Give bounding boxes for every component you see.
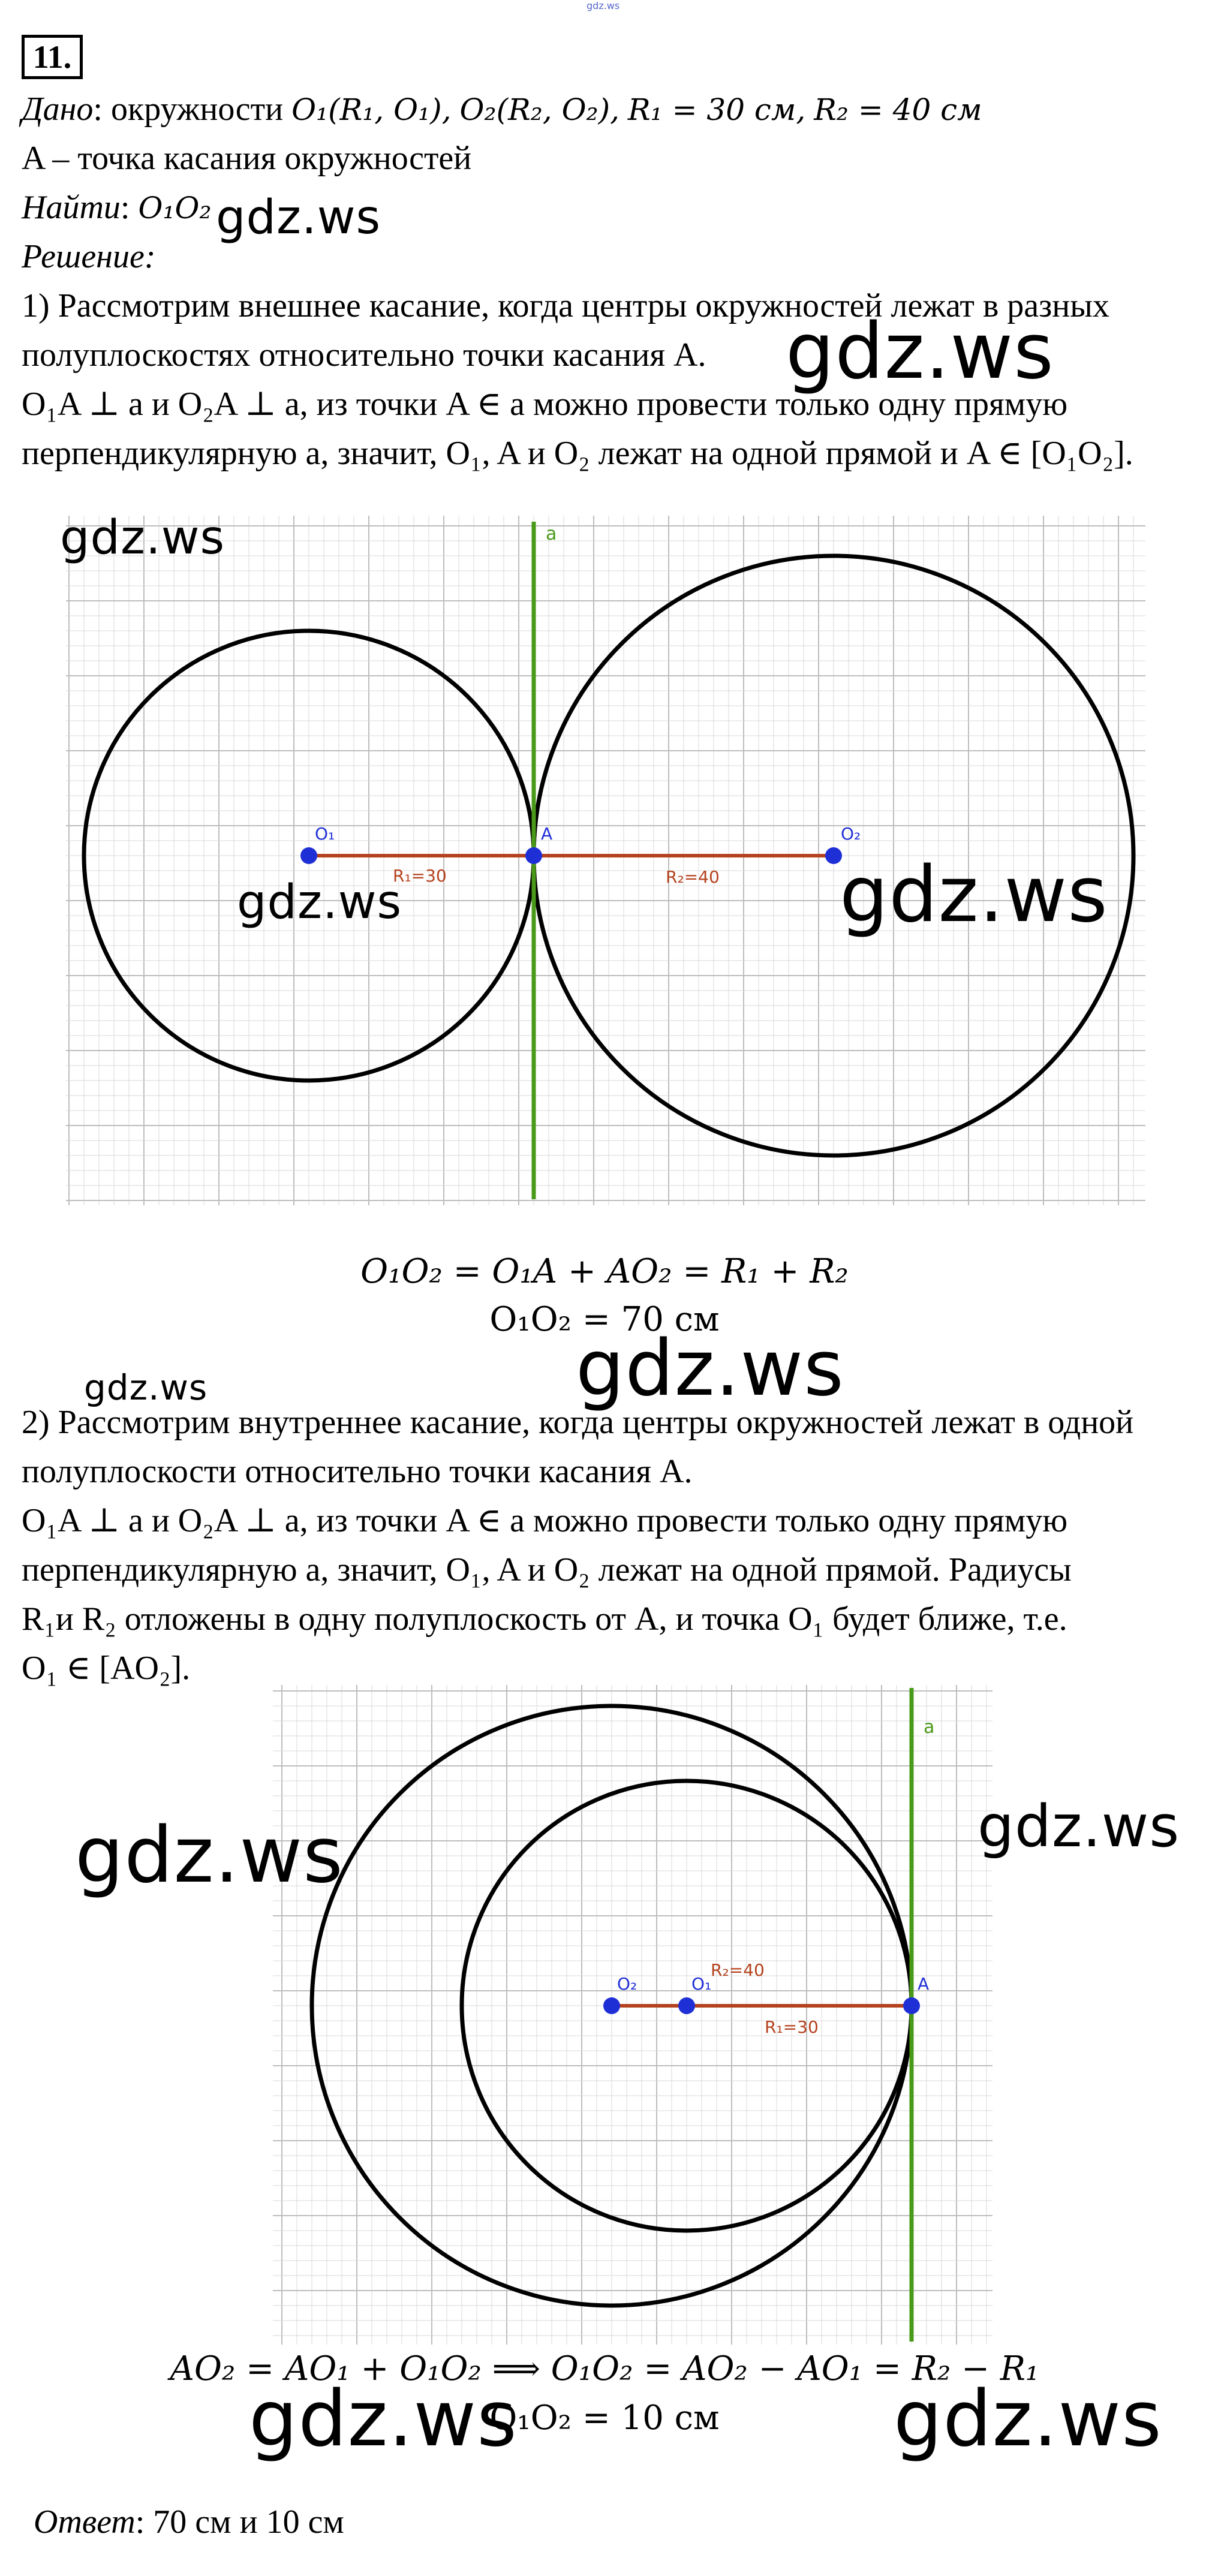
answer-text: : 70 см и 10 см xyxy=(135,2503,344,2541)
watermark: gdz.ws xyxy=(216,191,381,245)
given-r1: R₁ = 30 см, xyxy=(628,92,806,127)
case2-line6: O₁ ∈ [AO₂]. xyxy=(22,1650,191,1687)
figure2-grid xyxy=(273,1685,993,2345)
case2-formula1: AO₂ = AO₁ + O₁O₂ ⟹ O₁O₂ = AO₂ − AO₁ = R₂ − R₁ xyxy=(170,2349,1039,2388)
given-line: Дано: окружности O₁(R₁, O₁), O₂(R₂, O₂), R₁ = 30 см, R₂ = 40 см xyxy=(22,91,982,128)
top-watermark: gdz.ws xyxy=(587,0,620,11)
figure2-label-a-line: a xyxy=(924,1717,935,1738)
watermark: gdz.ws xyxy=(978,1793,1180,1860)
figure1-label-r1: R₁=30 xyxy=(393,866,447,886)
figure1-point-a xyxy=(525,847,542,864)
watermark: gdz.ws xyxy=(894,2375,1162,2464)
watermark: gdz.ws xyxy=(249,2375,518,2464)
figure2-point-o1 xyxy=(678,1997,695,2014)
watermark: gdz.ws xyxy=(576,1324,844,1413)
given-o2: O₂(R₂, O₂), xyxy=(459,92,620,127)
case2-line1: 2) Рассмотрим внутреннее касание, когда центры окружностей лежат в одной xyxy=(22,1404,1134,1441)
given-a-line: A – точка касания окружностей xyxy=(22,140,472,177)
find-label: Найти xyxy=(22,189,121,226)
figure1-label-o1: O₁ xyxy=(315,824,335,844)
case1-formula2: O₁O₂ = 70 см xyxy=(489,1300,720,1339)
figure2-label-a: A xyxy=(918,1974,930,1994)
figure1-point-o1 xyxy=(300,847,317,864)
figure2-label-o2: O₂ xyxy=(617,1974,637,1994)
given-label: Дано xyxy=(22,91,94,128)
case2-line3: O₁A ⊥ a и O₂A ⊥ a, из точки A ∈ a можно провести только одну прямую xyxy=(22,1502,1068,1539)
watermark: gdz.ws xyxy=(840,850,1108,940)
figure2-point-o2 xyxy=(603,1997,620,2014)
case1-line1: 1) Рассмотрим внешнее касание, когда центры окружностей лежат в разных xyxy=(22,287,1109,324)
watermark: gdz.ws xyxy=(786,307,1054,396)
figure1-label-o2: O₂ xyxy=(841,824,861,844)
answer-label: Ответ xyxy=(34,2503,136,2541)
figure2-label-o1: O₁ xyxy=(691,1974,712,1994)
figure2-label-r2: R₂=40 xyxy=(711,1960,765,1980)
watermark: gdz.ws xyxy=(75,1811,344,1900)
case2-line4: перпендикулярную a, значит, O₁, A и O₂ лежат на одной прямой. Радиусы xyxy=(22,1551,1072,1588)
case1-line3: O₁A ⊥ a и O₂A ⊥ a, из точки A ∈ a можно провести только одну прямую xyxy=(22,386,1068,423)
answer-line xyxy=(34,2500,344,2544)
given-o1: O₁(R₁, O₁), xyxy=(291,92,452,127)
case2-formula2: O₁O₂ = 10 см xyxy=(489,2399,720,2437)
watermark: gdz.ws xyxy=(60,511,225,565)
find-line: Найти: O₁O₂ xyxy=(22,189,212,226)
watermark: gdz.ws xyxy=(237,875,402,929)
given-r2: R₂ = 40 см xyxy=(814,92,982,127)
find-value: O₁O₂ xyxy=(138,191,212,225)
case2-line5: R₁и R₂ отложены в одну полуплоскость от A, и точка O₁ будет ближе, т.е. xyxy=(22,1600,1067,1638)
figure2-point-a xyxy=(903,1997,920,2014)
figure2-label-r1: R₁=30 xyxy=(765,2017,819,2037)
figure1-label-r2: R₂=40 xyxy=(666,867,720,887)
figure2-internal-tangency xyxy=(273,1685,993,2345)
case1-line4: перпендикулярную a, значит, O₁, A и O₂ лежат на одной прямой и A ∈ [O₁O₂]. xyxy=(22,435,1133,472)
task-number: 11. xyxy=(22,35,83,79)
given-text: окружности xyxy=(110,91,284,128)
case1-line2: полуплоскостях относительно точки касания A. xyxy=(22,336,706,374)
watermark: gdz.ws xyxy=(84,1367,208,1408)
case1-formula1: O₁O₂ = O₁A + AO₂ = R₁ + R₂ xyxy=(360,1252,849,1291)
figure1-label-a-line: a xyxy=(546,523,557,544)
solution-label: Решение: xyxy=(22,238,156,275)
case2-line2: полуплоскости относительно точки касания A. xyxy=(22,1453,693,1490)
figure1-label-a: A xyxy=(541,824,553,844)
